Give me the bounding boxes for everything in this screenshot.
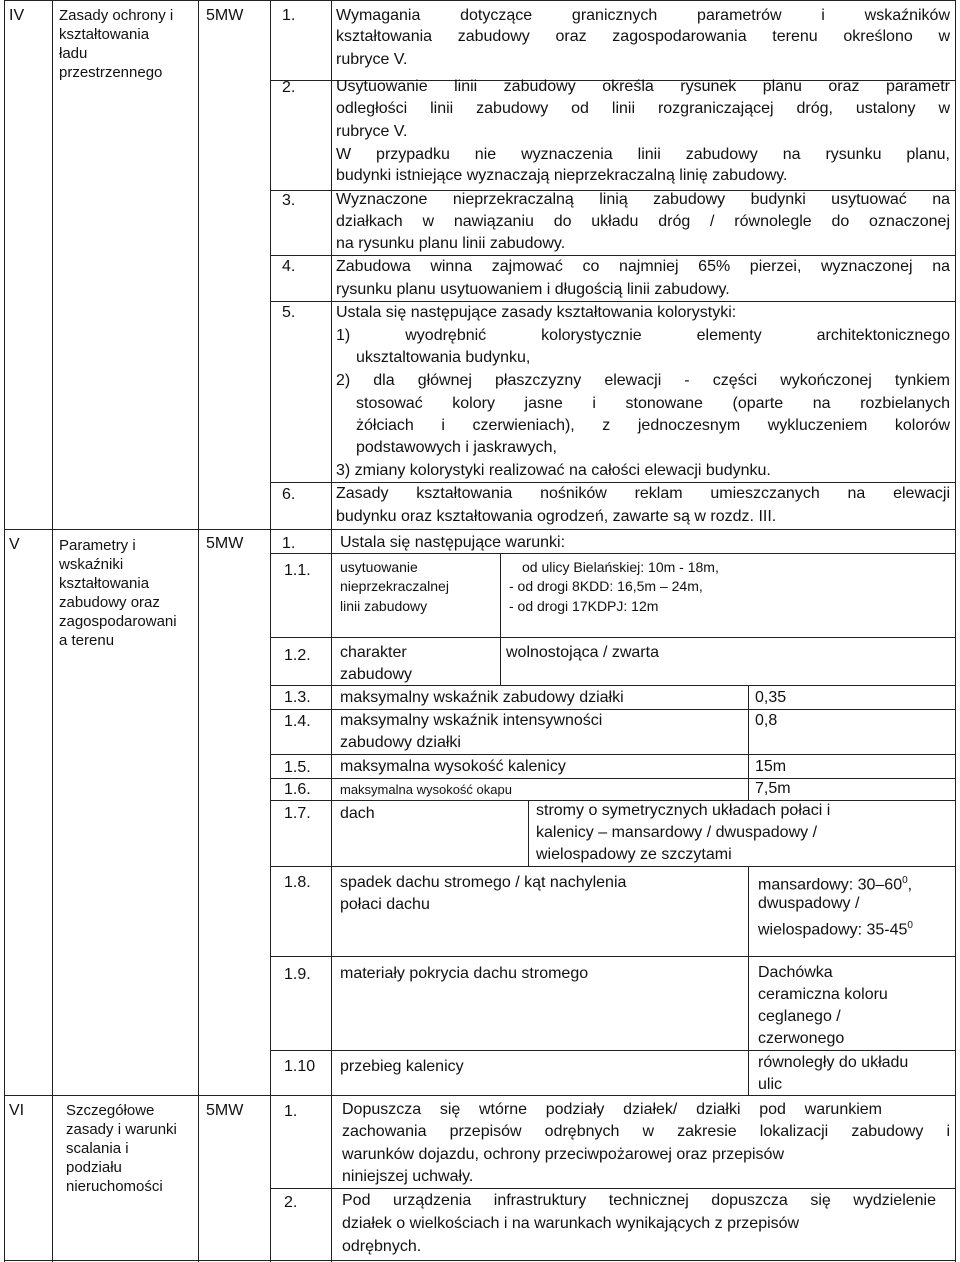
param-value-line: wolnostojąca / zwarta — [506, 644, 659, 661]
param-label-line: linii zabudowy — [340, 598, 428, 614]
row-separator — [270, 866, 956, 867]
item-number: 1. — [284, 1103, 298, 1120]
item-text-line: Zabudowa winna zajmować co najmniej 65% pierzei, wyznaczonej na — [336, 258, 950, 275]
param-value-line: - od drogi 17KDPJ: 12m — [509, 598, 659, 614]
param-label-line: zabudowy działki — [340, 734, 461, 751]
row-separator — [270, 637, 956, 638]
row-separator — [270, 956, 956, 957]
param-value-line: czerwonego — [758, 1030, 845, 1047]
row-separator — [270, 553, 956, 554]
param-label-line: przebieg kalenicy — [340, 1058, 464, 1075]
item-number: 3. — [282, 192, 296, 209]
item-text-line: uksztaltowania budynku, — [356, 349, 531, 366]
item-text-line: działkach w nawiązaniu do układu dróg / równolegle do oznaczonej — [336, 213, 950, 230]
param-value-line: 0,35 — [755, 689, 787, 706]
value-divider — [748, 685, 749, 800]
comma: , — [907, 876, 913, 894]
param-value-line: - od drogi 8KDD: 16,5m – 24m, — [509, 578, 703, 594]
param-label-line: materiały pokrycia dachu stromego — [340, 965, 589, 982]
param-number: 1.1. — [284, 562, 311, 579]
param-number: 1.10 — [284, 1058, 316, 1075]
item-number: 2. — [284, 1194, 298, 1211]
item-text-line: Zasady kształtowania nośników reklam umieszczanych na elewacji — [336, 485, 950, 502]
param-label-line: nieprzekraczalnej — [340, 578, 449, 594]
item-text-line: na rysunku planu linii zabudowy. — [336, 235, 566, 252]
row-separator — [270, 754, 956, 755]
param-value-line: 7,5m — [755, 780, 791, 797]
item-text-line: budynki istniejące wyznaczają nieprzekraczalną linię zabudowy. — [336, 167, 788, 184]
param-value-line: 0,8 — [755, 712, 778, 729]
item-text-line: odległości linii zabudowy od linii rozgraniczającej dróg, ustalony w — [336, 100, 950, 117]
param-value-line: ceramiczna koloru — [758, 986, 888, 1003]
param-value-line: kalenicy – mansardowy / dwuspadowy / — [536, 824, 818, 841]
item-text-line: Dopuszcza się wtórne podziały działek/ działki pod warunkiem — [342, 1101, 882, 1118]
item-text-line: zachowania przepisów odrębnych w zakresie lokalizacji zabudowy i — [342, 1123, 950, 1140]
item-text-line: budynku oraz kształtowania ogrodzeń, zawarte są w rozdz. III. — [336, 508, 777, 525]
item-text-line: W przypadku nie wyznaczenia linii zabudowy na rysunku planu, — [336, 146, 950, 163]
param-label-line: spadek dachu stromego / kąt nachylenia — [340, 874, 627, 891]
section-title-iv-line-3: ładu — [59, 45, 88, 62]
param-number: 1.8. — [284, 874, 311, 891]
param-number: 1.3. — [284, 689, 311, 706]
section-roman-v: V — [9, 536, 20, 553]
col-divider-symbol — [198, 0, 199, 1262]
item-number: 5. — [282, 304, 296, 321]
value-divider — [500, 553, 501, 685]
row-separator — [270, 1050, 956, 1051]
item-text-line: odrębnych. — [342, 1238, 422, 1255]
section-title-vi-line-1: Szczegółowe — [66, 1102, 155, 1119]
item-text-line: Wyznaczone nieprzekraczalną linią zabudowy budynki usytuować na — [336, 191, 950, 208]
param-value-line: Dachówka — [758, 964, 833, 981]
item-number: 6. — [282, 486, 296, 503]
section-symbol-v: 5MW — [206, 535, 244, 552]
param-label-line: połaci dachu — [340, 896, 430, 913]
row-separator — [270, 778, 956, 779]
degree-superscript: 0 — [907, 920, 913, 931]
section-separator-vi — [4, 1095, 956, 1096]
param-number: 1.9. — [284, 966, 311, 983]
section-roman-vi: VI — [9, 1102, 25, 1119]
item-text-line: stosować kolory jasne i stonowane (oparte na rozbielanych — [356, 395, 950, 412]
section-symbol-iv: 5MW — [206, 7, 244, 24]
section-title-iv-line-4: przestrzennego — [59, 64, 163, 81]
item-text-line: podstawowych i jaskrawych, — [356, 439, 557, 456]
value-divider — [528, 800, 529, 866]
section-title-iv-line-1: Zasady ochrony i — [59, 7, 174, 24]
section-roman-iv: IV — [9, 7, 25, 24]
param-value-line: stromy o symetrycznych układach połaci i — [536, 802, 831, 819]
param-number: 1.7. — [284, 805, 311, 822]
param-label-line: maksymalny wskaźnik intensywności — [340, 712, 603, 729]
item-text-line: działek o wielkościach i na warunkach wynikających z przepisów — [342, 1215, 800, 1232]
param-value-line — [758, 870, 912, 895]
param-value-text: wielospadowy: 35-45 — [758, 921, 908, 939]
param-value-line: od ulicy Bielańskiej: 10m - 18m, — [522, 559, 719, 575]
param-value-line: ceglanego / — [758, 1008, 841, 1025]
degree-superscript: 0 — [902, 875, 908, 886]
param-number: 1.4. — [284, 713, 311, 730]
param-number: 1.5. — [284, 759, 311, 776]
item-number: 2. — [282, 79, 296, 96]
param-number: 1.6. — [284, 781, 311, 798]
section-title-vi-line-3: scalania i — [66, 1140, 129, 1157]
param-number: 1.2. — [284, 647, 311, 664]
item-text-line: rubryce V. — [336, 51, 408, 68]
param-value-line: ulic — [758, 1076, 783, 1093]
section-title-v-line-4: zabudowy oraz — [59, 594, 160, 611]
item-number: 1. — [282, 535, 296, 552]
item-text-line: 1) wyodrębnić kolorystycznie elementy architektonicznego — [336, 327, 950, 344]
param-value-line: wielospadowy ze szczytami — [536, 846, 732, 863]
param-label-line: dach — [340, 805, 375, 822]
item-text-line: żółciach i czerwieniach), z jednoczesnym wykluczeniem kolorów — [356, 417, 950, 434]
section-title-v-line-5: zagospodarowani — [59, 613, 177, 630]
param-label-line: charakter — [340, 644, 407, 661]
item-text-line: kształtowania zabudowy oraz zagospodarowania terenu określono w — [336, 28, 950, 45]
item-text-line: rubryce V. — [336, 123, 408, 140]
section-title-v-line-3: kształtowania — [59, 575, 150, 592]
param-label-line: maksymalny wskaźnik zabudowy działki — [340, 689, 624, 706]
param-value-line — [758, 915, 913, 940]
section-title-v-line-2: wskaźniki — [59, 556, 124, 573]
item-text-line: Pod urządzenia infrastruktury technicznej dopuszcza się wydzielenie — [342, 1192, 936, 1209]
item-number: 4. — [282, 258, 296, 275]
section-title-vi-line-5: nieruchomości — [66, 1178, 163, 1195]
item-text-line: Ustala się następujące zasady kształtowania kolorystyki: — [336, 304, 737, 321]
row-separator — [270, 685, 956, 686]
item-text-line: rysunku planu usytuowaniem i długością linii zabudowy. — [336, 281, 730, 298]
col-divider-title — [52, 0, 53, 1262]
row-separator — [270, 1188, 956, 1189]
param-value-line: dwuspadowy / — [758, 895, 860, 912]
section-title-vi-line-2: zasady i warunki — [66, 1121, 177, 1138]
item-text-line: warunków dojazdu, ochrony przeciwpożarowej oraz przepisów — [342, 1146, 784, 1163]
section-title-iv-line-2: kształtowania — [59, 26, 150, 43]
item-number: 1. — [282, 7, 296, 24]
param-value-line: równoległy do układu — [758, 1054, 909, 1071]
item-text-line: Wymagania dotyczące granicznych parametrów i wskaźników — [336, 7, 950, 24]
table-border-left — [4, 0, 5, 1262]
item-text-line: 2) dla głównej płaszczyzny elewacji - części wykończonej tynkiem — [336, 372, 950, 389]
param-value-text: mansardowy: 30–60 — [758, 876, 903, 894]
item-text-line: Usytuowanie linii zabudowy określa rysunek planu oraz parametr — [336, 78, 950, 95]
item-text-line: niniejszej uchwały. — [342, 1168, 474, 1185]
param-label-line: maksymalna wysokość kalenicy — [340, 758, 566, 775]
section-title-v-line-6: a terenu — [59, 632, 115, 649]
param-label-line: zabudowy — [340, 666, 413, 683]
item-text-line: 3) zmiany kolorystyki realizować na całości elewacji budynku. — [336, 462, 771, 479]
table-border-bottom — [4, 1260, 956, 1261]
param-label-line: usytuowanie — [340, 559, 418, 575]
intro-text: Ustala się następujące warunki: — [340, 534, 566, 551]
section-title-vi-line-4: podziału — [66, 1159, 122, 1176]
section-symbol-vi: 5MW — [206, 1102, 244, 1119]
section-title-v-line-1: Parametry i — [59, 537, 136, 554]
param-value-line: 15m — [755, 758, 787, 775]
section-separator-v — [4, 529, 956, 530]
param-label-line: maksymalna wysokość okapu — [340, 782, 512, 797]
value-divider — [748, 866, 749, 1095]
table-border-top — [4, 0, 956, 1]
